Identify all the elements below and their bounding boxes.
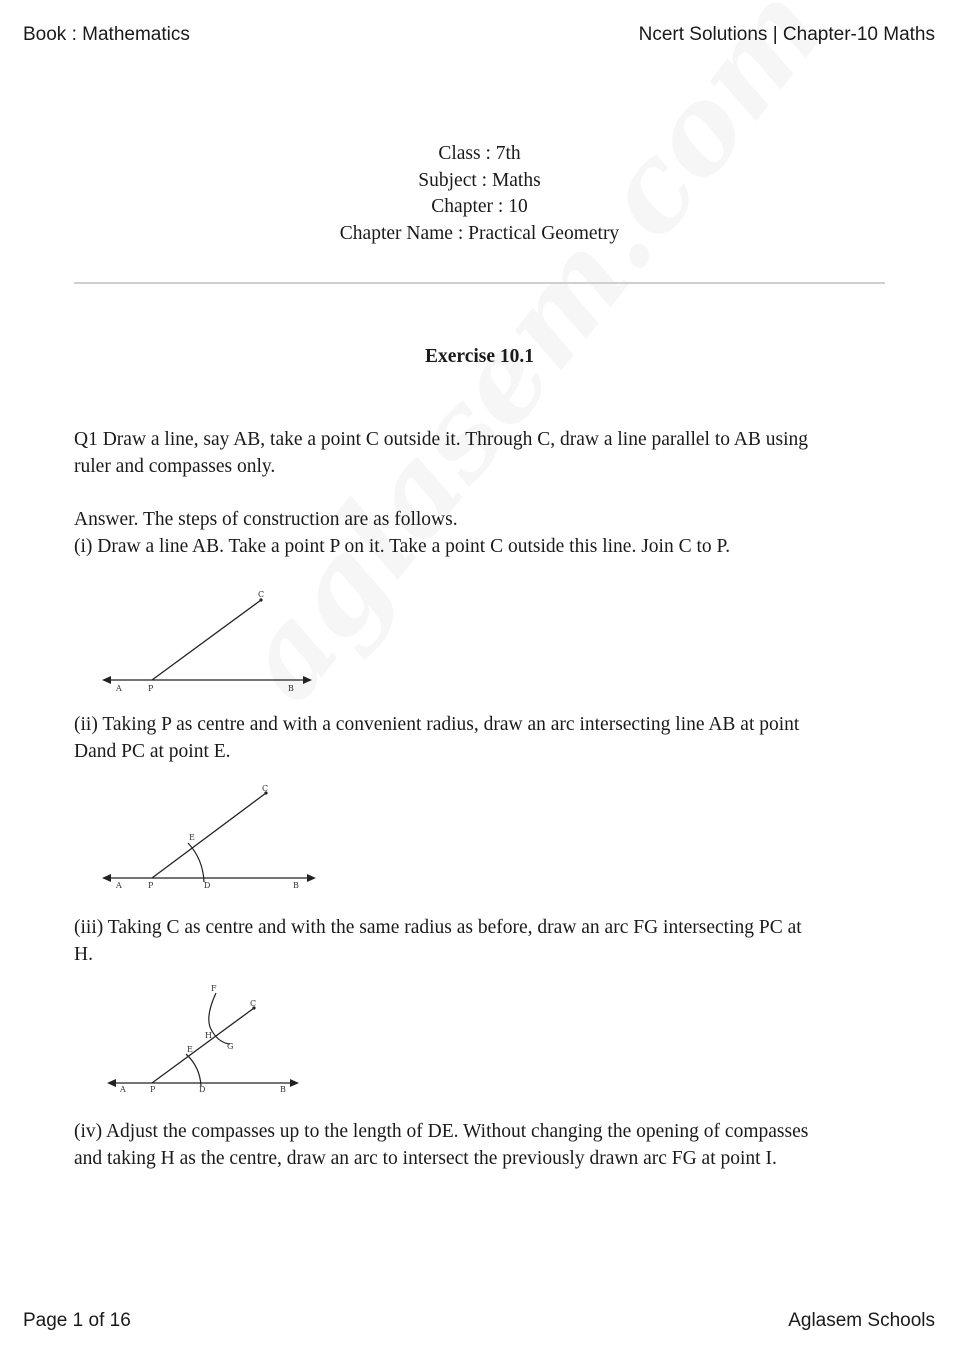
arrow-left-icon <box>107 1079 116 1087</box>
divider <box>74 282 885 284</box>
label-b: B <box>293 881 299 890</box>
segment-pc <box>152 793 266 878</box>
subject-line: Subject : Maths <box>418 169 541 191</box>
footer-publisher: Aglasem Schools <box>788 1310 935 1331</box>
step-2: (ii) Taking P as centre and with a convenient radius, draw an arc intersecting line AB at point <box>74 714 800 735</box>
label-b: B <box>280 1085 286 1094</box>
label-d: D <box>199 1085 206 1094</box>
arrow-right-icon <box>307 874 316 882</box>
step-3-block <box>74 915 889 968</box>
exercise-title: Exercise 10.1 <box>424 346 535 367</box>
label-p: P <box>148 684 154 693</box>
arrow-left-icon <box>102 874 111 882</box>
figure-step-2 <box>100 781 320 891</box>
class-line: Class : 7th <box>438 143 521 164</box>
chapter-name-line: Chapter Name : Practical Geometry <box>339 222 620 244</box>
label-a: A <box>120 1085 126 1094</box>
label-p: P <box>150 1085 156 1094</box>
step-4: and taking H as the centre, draw an arc to intersect the previously drawn arc FG at point I. <box>74 1147 777 1169</box>
label-h: H <box>205 1031 212 1040</box>
header-chapter: Ncert Solutions | Chapter-10 Maths <box>638 24 935 45</box>
label-c: C <box>262 784 269 793</box>
step-2: Dand PC at point E. <box>74 740 231 762</box>
page-number: Page 1 of 16 <box>23 1310 131 1331</box>
header-book: Book : Mathematics <box>23 24 190 45</box>
step-2-block <box>74 712 889 765</box>
chapter-line: Chapter : 10 <box>431 196 528 217</box>
label-a: A <box>116 684 122 693</box>
label-g: G <box>227 1042 234 1051</box>
figure-step-3 <box>104 981 304 1096</box>
step-3: (iii) Taking C as centre and with the same radius as before, draw an arc FG intersecting PC at <box>74 917 802 938</box>
label-e: E <box>189 833 195 842</box>
label-p: P <box>148 881 154 890</box>
answer-intro-block <box>74 507 889 560</box>
label-f: F <box>211 984 217 993</box>
question-line: ruler and compasses only. <box>74 455 276 477</box>
step-4: (iv) Adjust the compasses up to the length of DE. Without changing the opening of compasses <box>74 1121 809 1142</box>
step-1: (i) Draw a line AB. Take a point P on it. Take a point C outside this line. Join C to P. <box>74 535 731 557</box>
label-b: B <box>288 684 294 693</box>
label-c: C <box>250 999 257 1008</box>
arrow-right-icon <box>290 1079 299 1087</box>
segment-pc <box>152 1008 254 1083</box>
figure-step-1 <box>100 586 315 694</box>
arrow-left-icon <box>102 676 111 684</box>
document-meta <box>0 141 959 247</box>
segment-pc <box>152 600 261 680</box>
answer-intro: Answer. The steps of construction are as follows. <box>74 509 458 530</box>
step-3: H. <box>74 943 93 965</box>
arc-de <box>186 1054 201 1086</box>
arrow-right-icon <box>303 676 312 684</box>
label-a: A <box>116 881 122 890</box>
step-4-block <box>74 1119 889 1172</box>
label-e: E <box>187 1045 193 1054</box>
question-1 <box>74 427 889 480</box>
label-d: D <box>204 881 211 890</box>
question-line: Q1 Draw a line, say AB, take a point C outside it. Through C, draw a line parallel to AB using <box>74 429 809 450</box>
label-c: C <box>258 590 265 599</box>
